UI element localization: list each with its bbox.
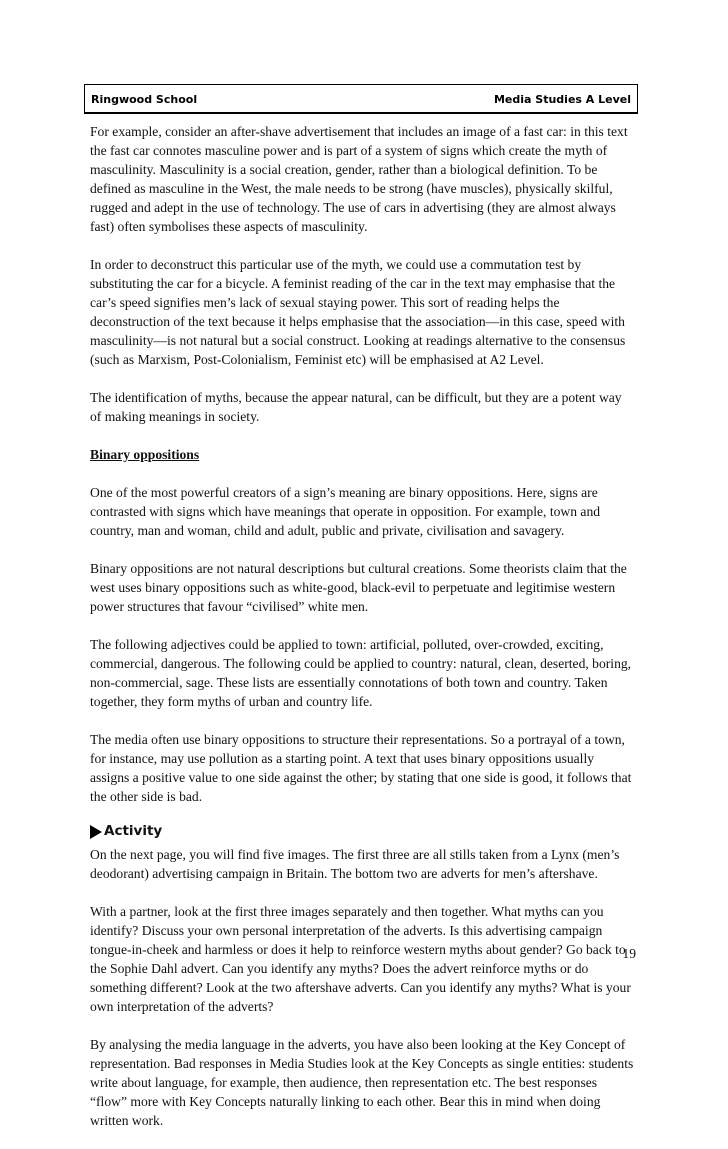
play-triangle-icon xyxy=(90,825,102,839)
paragraph: On the next page, you will find five images. The first three are all stills taken from a Lynx (men’s deodorant) advertising campaign in Britain. The bottom two are adverts for men’s aftershave. xyxy=(90,847,620,881)
school-name: Ringwood School xyxy=(91,92,198,106)
page-number: 19 xyxy=(622,946,636,961)
subject-name: Media Studies A Level xyxy=(493,92,631,106)
paragraph: Binary oppositions are not natural descriptions but cultural creations. Some theorists claim that the west uses binary oppositions such as white-good, black-evil to perpetuate and legitimise western power structures that favour “civilised” white men. xyxy=(90,561,627,614)
paragraph: For example, consider an after-shave advertisement that includes an image of a fast car: in this text the fast car connotes masculine power and is part of a system of signs which create the myth of masculinity. Masculinity is a social creation, gender, rather than a biological definition. To be defined as masculine in the West, the male needs to be strong (have muscles), physically skilful, rugged and adept in the use of technology. The use of cars in advertising (they are almost always fast) often symbolises these aspects of masculinity. xyxy=(90,124,628,234)
paragraph: By analysing the media language in the adverts, you have also been looking at the Key Concept of representation. Bad responses in Media Studies look at the Key Concepts as single entities: students write about language, for example, then audience, then representation etc. The best responses “flow” more with Key Concepts naturally linking to each other. Bear this in mind when doing written work. xyxy=(90,1037,634,1128)
section-heading-binary-oppositions: Binary oppositions xyxy=(90,447,200,462)
paragraph: With a partner, look at the first three images separately and then together. What myths can you identify? Discuss your own personal interpretation of the adverts. Is this advertising campaign tongue-in-cheek and harmless or does it help to reinforce western myths about gender? Go back to the Sophie Dahl advert. Can you identify any myths? Does the advert reinforce myths or do something different? Look at the two aftershave adverts. Can you identify any myths? What is your own interpretation of the adverts? xyxy=(90,904,631,1014)
activity-label: Activity xyxy=(104,823,163,839)
document-body xyxy=(90,122,636,1149)
paragraph: The identification of myths, because the appear natural, can be difficult, but they are a potent way of making meanings in society. xyxy=(90,390,622,424)
activity-heading xyxy=(90,822,636,841)
page-header xyxy=(84,84,638,114)
paragraph: The following adjectives could be applied to town: artificial, polluted, over-crowded, exciting, commercial, dangerous. The following could be applied to country: natural, clean, deserted, boring, non-commercial, sage. These lists are essentially connotations of both town and country. Taken together, they form myths of urban and country life. xyxy=(90,637,632,709)
paragraph: The media often use binary oppositions to structure their representations. So a portrayal of a town, for instance, may use pollution as a starting point. A text that uses binary oppositions usually assigns a positive value to one side against the other; by stating that one side is good, it follows that the other side is bad. xyxy=(90,732,632,804)
paragraph: In order to deconstruct this particular use of the myth, we could use a commutation test by substituting the car for a bicycle. A feminist reading of the car in the text may emphasise that the car’s speed signifies men’s lack of sexual staying power. This sort of reading helps the deconstruction of the text because it helps emphasise that the association—in this case, speed with masculinity—is not natural but a social construct. Looking at readings alternative to the consensus (such as Marxism, Post-Colonialism, Feminist etc) will be emphasised at A2 Level. xyxy=(90,257,626,367)
header-rule xyxy=(84,112,638,114)
paragraph: One of the most powerful creators of a sign’s meaning are binary oppositions. Here, signs are contrasted with signs which have meanings that operate in opposition. For example, town and country, man and woman, child and adult, public and private, civilisation and savagery. xyxy=(90,485,601,538)
